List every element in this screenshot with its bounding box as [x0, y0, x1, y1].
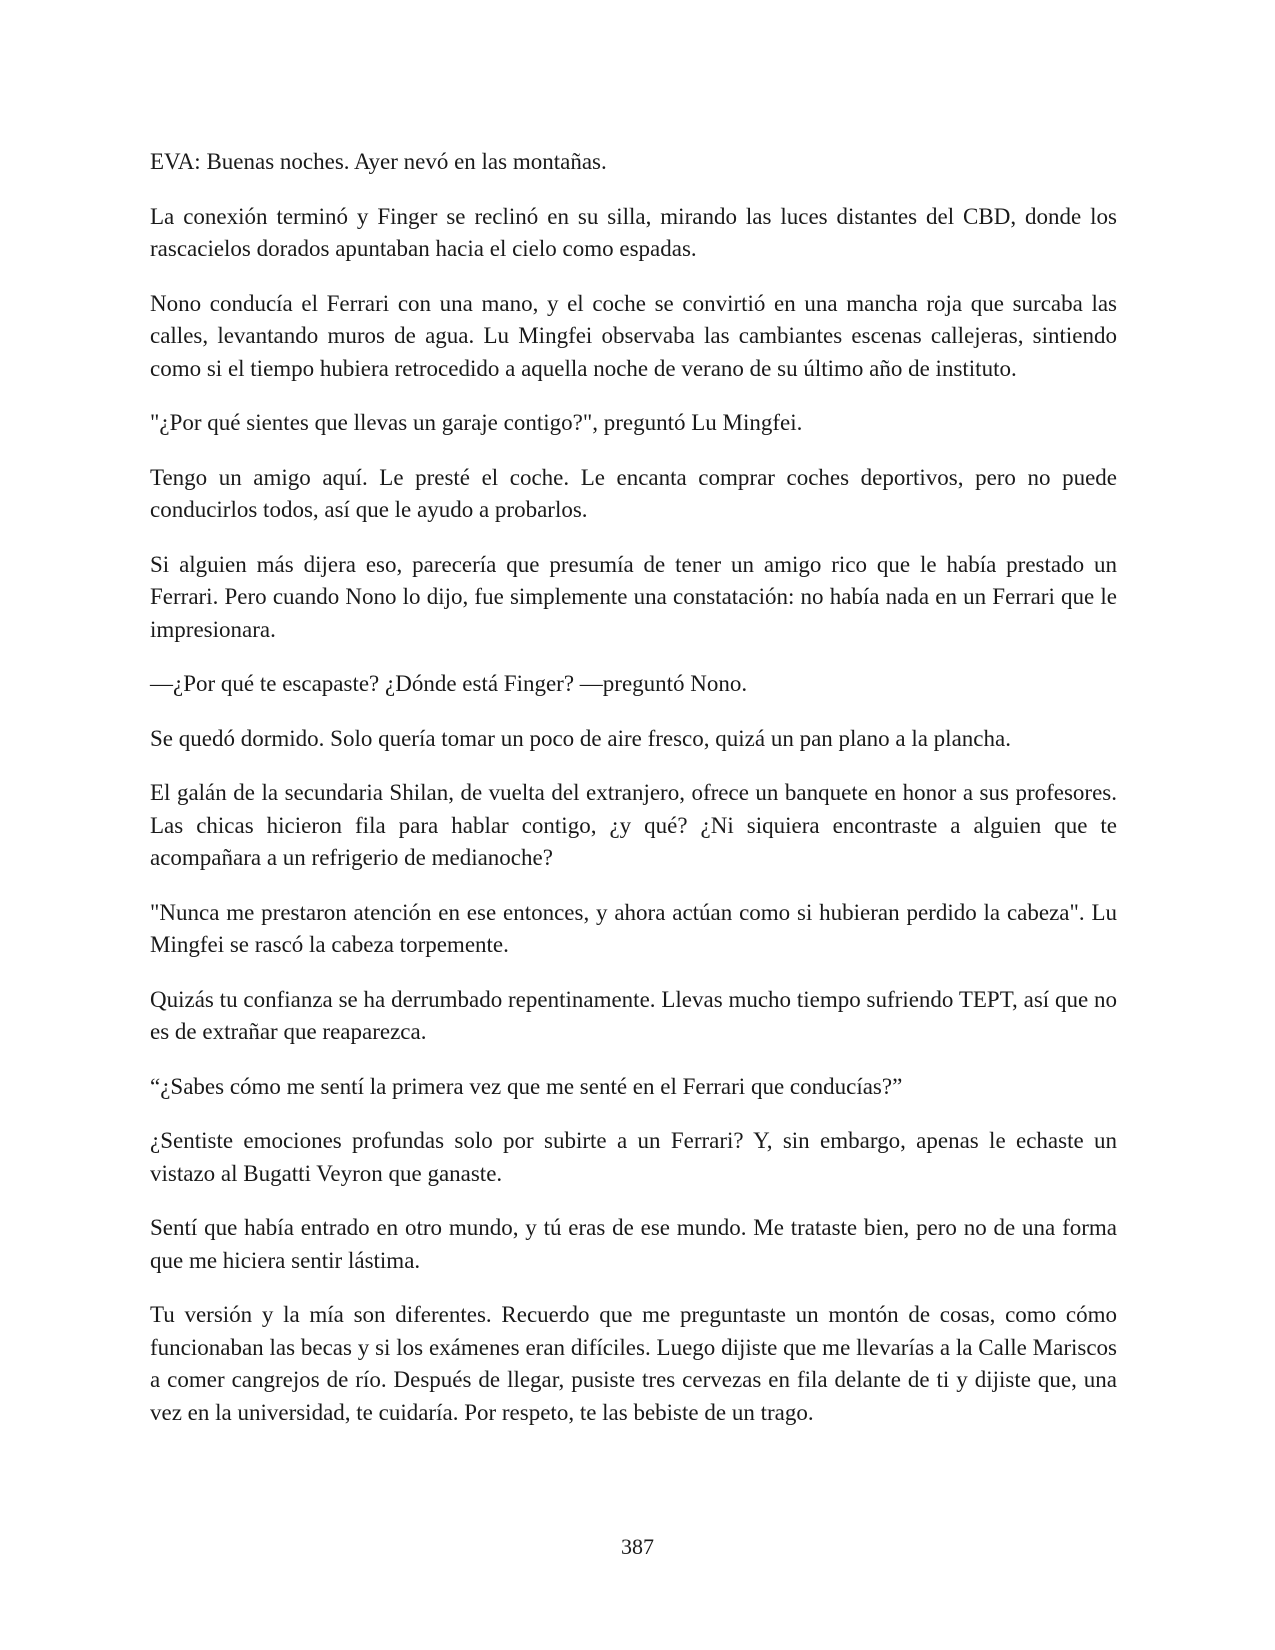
- page-number: 387: [621, 1534, 654, 1559]
- paragraph: ¿Sentiste emociones profundas solo por subirte a un Ferrari? Y, sin embargo, apenas le echaste un vistazo al Bugatti Veyron que ganaste.: [150, 1128, 1117, 1186]
- paragraph: EVA: Buenas noches. Ayer nevó en las montañas.: [150, 149, 607, 174]
- paragraph: Se quedó dormido. Solo quería tomar un poco de aire fresco, quizá un pan plano a la plancha.: [150, 725, 1011, 751]
- body-text: [150, 146, 1117, 1451]
- paragraph: Quizás tu confianza se ha derrumbado repentinamente. Llevas mucho tiempo sufriendo TEPT, así que no es de extrañar que reaparezca.: [150, 986, 1117, 1044]
- paragraph: El galán de la secundaria Shilan, de vuelta del extranjero, ofrece un banquete en honor a sus profesores. Las chicas hicieron fila para hablar contigo, ¿y qué? ¿Ni siquiera encontraste a alguien que te acompañara a un refrigerio de medianoche?: [150, 780, 1117, 870]
- paragraph: “¿Sabes cómo me sentí la primera vez que me senté en el Ferrari que conducías?”: [150, 1073, 903, 1099]
- paragraph: "Nunca me prestaron atención en ese entonces, y ahora actúan como si hubieran perdido la cabeza". Lu Mingfei se rascó la cabeza torpemente.: [150, 899, 1117, 957]
- paragraph: Nono conducía el Ferrari con una mano, y el coche se convirtió en una mancha roja que surcaba las calles, levantando muros de agua. Lu Mingfei observaba las cambiantes escenas callejeras, sintiendo como si el tiempo hubiera retrocedido a aquella noche de verano de su último año de instituto.: [150, 290, 1117, 381]
- paragraph: Sentí que había entrado en otro mundo, y tú eras de ese mundo. Me trataste bien, pero no de una forma que me hiciera sentir lástima.: [150, 1215, 1117, 1273]
- paragraph: Tu versión y la mía son diferentes. Recuerdo que me preguntaste un montón de cosas, como cómo funcionaban las becas y si los exámenes eran difíciles. Luego dijiste que me llevarías a la Calle Mariscos a comer cangrejos de río. Después de llegar, pusiste tres cervezas en fila delante de ti y dijiste que, una vez en la universidad, te cuidaría. Por respeto, te las bebiste de un trago.: [150, 1302, 1117, 1425]
- paragraph: Si alguien más dijera eso, parecería que presumía de tener un amigo rico que le había prestado un Ferrari. Pero cuando Nono lo dijo, fue simplemente una constatación: no había nada en un Ferrari que le impresionara.: [150, 551, 1117, 642]
- paragraph: "¿Por qué sientes que llevas un garaje contigo?", preguntó Lu Mingfei.: [150, 410, 803, 435]
- paragraph: La conexión terminó y Finger se reclinó en su silla, mirando las luces distantes del CBD, donde los rascacielos dorados apuntaban hacia el cielo como espadas.: [150, 203, 1117, 261]
- paragraph: Tengo un amigo aquí. Le presté el coche. Le encanta comprar coches deportivos, pero no puede conducirlos todos, así que le ayudo a probarlos.: [150, 464, 1117, 522]
- paragraph: —¿Por qué te escapaste? ¿Dónde está Finger? —preguntó Nono.: [150, 671, 748, 696]
